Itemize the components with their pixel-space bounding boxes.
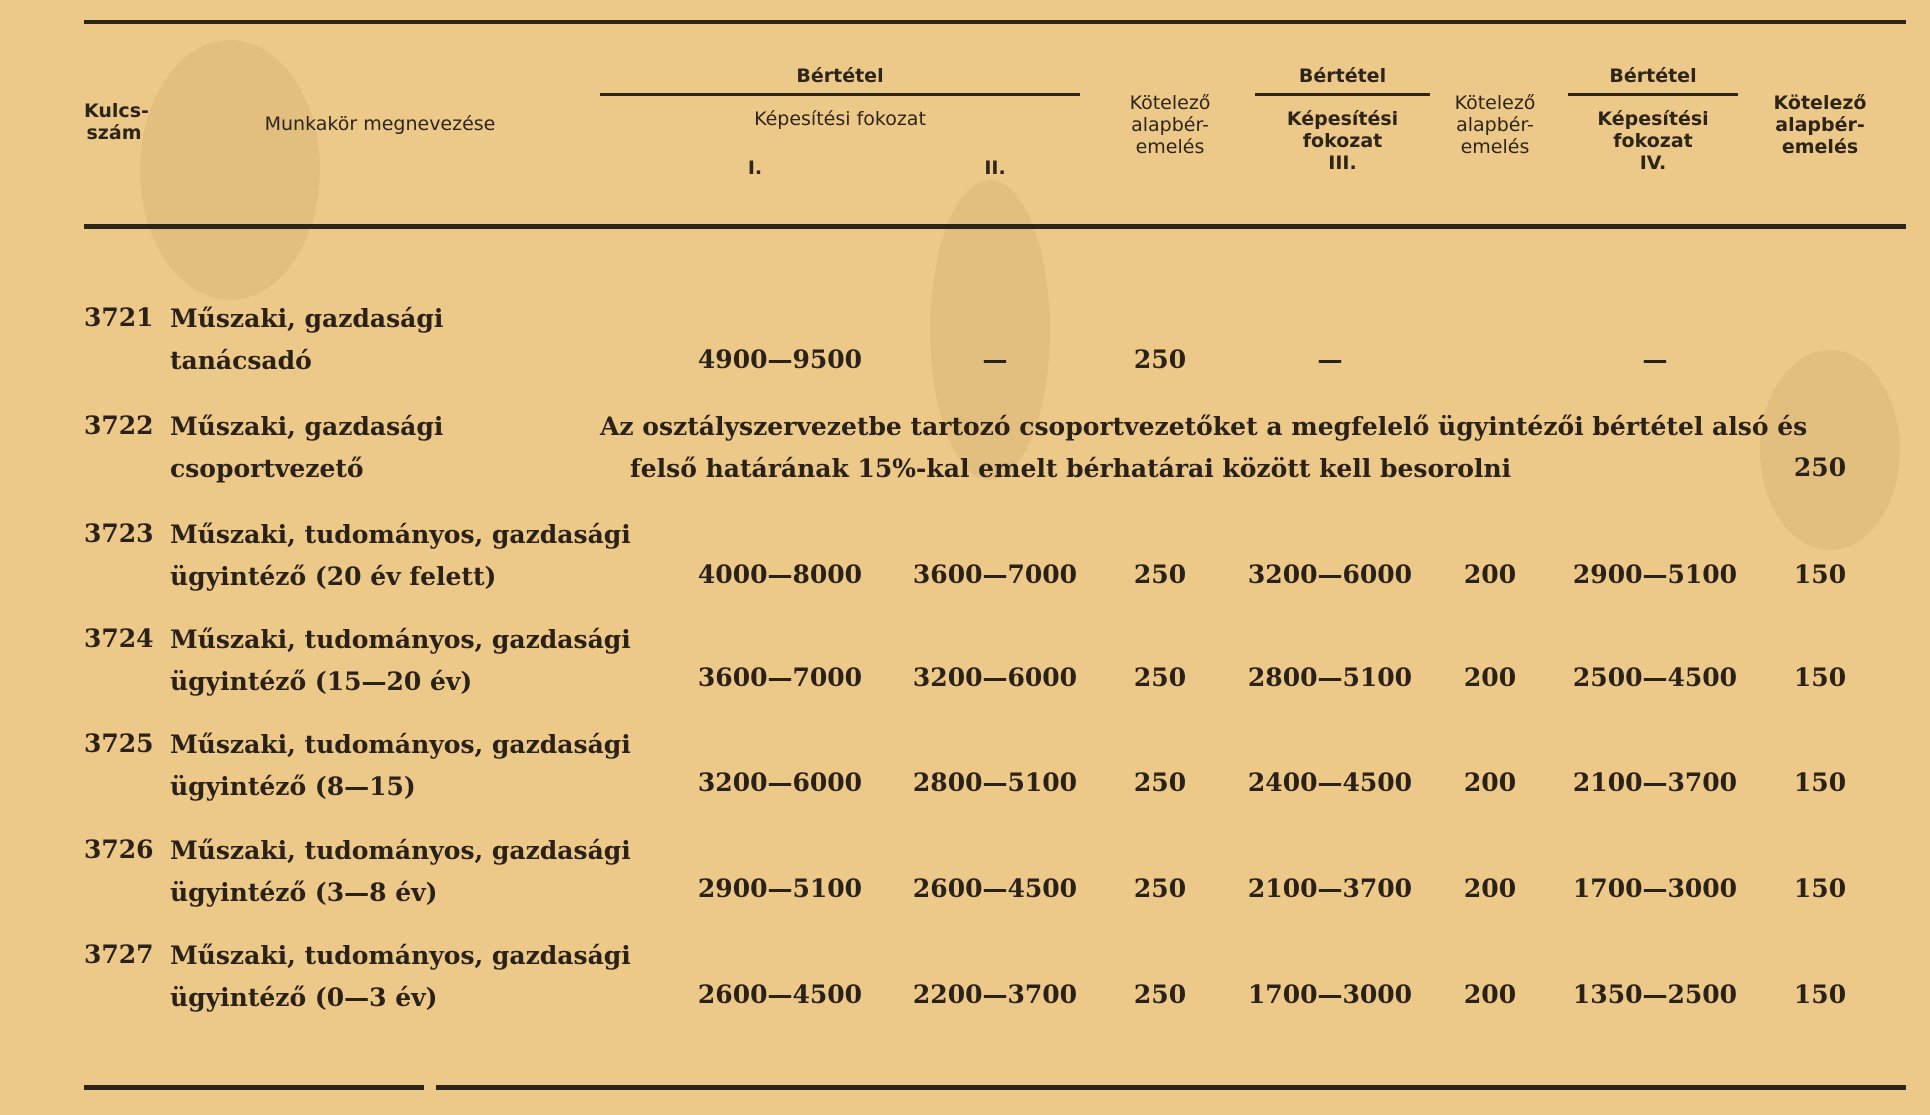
level-ii-value: 3200—6000	[912, 663, 1078, 692]
mandatory-raise-1-line1: Kötelező	[1129, 92, 1211, 114]
row-job-title	[170, 830, 631, 914]
mandatory-raise-3-line3: emelés	[1781, 136, 1859, 158]
raise-3-value: 250	[1793, 453, 1847, 482]
wage-rate-underline-2	[1255, 93, 1430, 96]
job-title-header: Munkakör megnevezése	[264, 113, 496, 135]
job-title-line2: ügyintéző (3—8 év)	[170, 878, 438, 907]
raise-3-value: 150	[1793, 560, 1847, 589]
mandatory-raise-2-line3: emelés	[1460, 136, 1530, 158]
mandatory-raise-2-line1: Kötelező	[1454, 92, 1536, 114]
level-iii-value: 2100—3700	[1247, 874, 1413, 903]
key-no-header	[84, 100, 149, 144]
level-iii-value: 2800—5100	[1247, 663, 1413, 692]
level-iii-value: —	[1317, 345, 1343, 374]
bottom-rule-right	[436, 1085, 1906, 1090]
level-ii-value: —	[982, 345, 1008, 374]
raise-1-value: 250	[1133, 980, 1187, 1009]
mandatory-raise-1-line3: emelés	[1135, 136, 1205, 158]
job-title-line2: csoportvezető	[170, 454, 364, 483]
top-rule	[84, 20, 1906, 24]
raise-3-value: 150	[1793, 663, 1847, 692]
mandatory-raise-3-line1: Kötelező	[1773, 92, 1867, 114]
job-title-line2: ügyintéző (20 év felett)	[170, 562, 497, 591]
level-iii-header: III.	[1328, 152, 1357, 174]
raise-2-value: 200	[1463, 560, 1517, 589]
row-code: 3726	[84, 835, 154, 864]
level-ii-value: 2800—5100	[912, 768, 1078, 797]
note-line2: felső határának 15%-kal emelt bérhatárai között kell besorolni	[630, 454, 1512, 483]
row-job-title	[170, 935, 631, 1019]
paper-stain	[140, 40, 320, 300]
qualification-header-2	[1255, 108, 1430, 174]
raise-3-value: 150	[1793, 874, 1847, 903]
row-note	[598, 406, 1807, 490]
raise-1-value: 250	[1133, 345, 1187, 374]
wage-rate-underline-3	[1568, 93, 1738, 96]
level-ii-value: 3600—7000	[912, 560, 1078, 589]
row-job-title	[170, 514, 631, 598]
mandatory-raise-2-line2: alapbér-	[1456, 114, 1534, 136]
level-i-value: 3200—6000	[697, 768, 863, 797]
level-i-value: 2900—5100	[697, 874, 863, 903]
qualification-2-line2: fokozat	[1302, 130, 1383, 152]
raise-2-value: 200	[1463, 768, 1517, 797]
raise-3-value: 150	[1793, 768, 1847, 797]
job-title-line1: Műszaki, tudományos, gazdasági	[170, 730, 631, 759]
bottom-rule-left	[84, 1085, 424, 1090]
level-iii-value: 2400—4500	[1247, 768, 1413, 797]
raise-1-value: 250	[1133, 560, 1187, 589]
job-title-line1: Műszaki, gazdasági	[170, 304, 444, 333]
mandatory-raise-header-1	[1100, 92, 1240, 158]
raise-2-value: 200	[1463, 874, 1517, 903]
row-job-title	[170, 619, 631, 703]
level-ii-header: II.	[984, 157, 1006, 179]
mandatory-raise-header-2	[1430, 92, 1560, 158]
level-iii-value: 1700—3000	[1247, 980, 1413, 1009]
level-i-header: I.	[747, 157, 763, 179]
level-iv-value: 2100—3700	[1572, 768, 1738, 797]
note-line1: Az osztályszervezetbe tartozó csoportvezetőket a megfelelő ügyintézői bértétel alsó és	[600, 412, 1808, 441]
level-i-value: 3600—7000	[697, 663, 863, 692]
row-job-title	[170, 298, 443, 382]
job-title-line2: tanácsadó	[170, 346, 312, 375]
row-job-title	[170, 724, 631, 808]
qualification-2-line1: Képesítési	[1286, 108, 1399, 130]
raise-2-value: 200	[1463, 980, 1517, 1009]
job-title-line2: ügyintéző (8—15)	[170, 772, 416, 801]
row-code: 3725	[84, 729, 154, 758]
header-bottom-rule	[84, 224, 1906, 229]
wage-rate-header-3: Bértétel	[1609, 65, 1697, 87]
qualification-3-line1: Képesítési	[1597, 108, 1709, 130]
level-i-value: 2600—4500	[697, 980, 863, 1009]
level-iv-value: 1700—3000	[1572, 874, 1738, 903]
key-no-header-line1: Kulcs-	[84, 100, 149, 122]
raise-3-value: 150	[1793, 980, 1847, 1009]
job-title-line1: Műszaki, tudományos, gazdasági	[170, 520, 631, 549]
level-i-value: 4000—8000	[697, 560, 863, 589]
mandatory-raise-3-line2: alapbér-	[1775, 114, 1865, 136]
qualification-header-1: Képesítési fokozat	[754, 108, 926, 130]
key-no-header-line2: szám	[86, 122, 142, 144]
level-i-value: 4900—9500	[697, 345, 863, 374]
level-iv-value: 2900—5100	[1572, 560, 1738, 589]
job-title-line1: Műszaki, tudományos, gazdasági	[170, 941, 631, 970]
wage-rate-header-1: Bértétel	[796, 65, 884, 87]
job-title-line2: ügyintéző (0—3 év)	[170, 983, 438, 1012]
qualification-3-line2: fokozat	[1613, 130, 1693, 152]
row-job-title	[170, 406, 443, 490]
raise-2-value: 200	[1463, 663, 1517, 692]
level-iv-header: IV.	[1639, 152, 1667, 174]
level-iv-value: 2500—4500	[1572, 663, 1738, 692]
level-iv-value: —	[1642, 345, 1668, 374]
raise-1-value: 250	[1133, 874, 1187, 903]
qualification-header-3	[1568, 108, 1738, 174]
wage-rate-header-2: Bértétel	[1298, 65, 1387, 87]
row-code: 3724	[84, 624, 154, 653]
level-ii-value: 2200—3700	[912, 980, 1078, 1009]
level-iv-value: 1350—2500	[1572, 980, 1738, 1009]
mandatory-raise-header-3	[1755, 92, 1885, 158]
level-ii-value: 2600—4500	[912, 874, 1078, 903]
level-iii-value: 3200—6000	[1247, 560, 1413, 589]
row-code: 3722	[84, 411, 154, 440]
row-code: 3723	[84, 519, 154, 548]
raise-1-value: 250	[1133, 663, 1187, 692]
row-code: 3721	[84, 303, 154, 332]
job-title-line1: Műszaki, tudományos, gazdasági	[170, 625, 631, 654]
job-title-line1: Műszaki, tudományos, gazdasági	[170, 836, 631, 865]
wage-rate-underline-1	[600, 93, 1080, 96]
raise-1-value: 250	[1133, 768, 1187, 797]
job-title-line1: Műszaki, gazdasági	[170, 412, 444, 441]
job-title-line2: ügyintéző (15—20 év)	[170, 667, 473, 696]
row-code: 3727	[84, 940, 154, 969]
mandatory-raise-1-line2: alapbér-	[1131, 114, 1209, 136]
